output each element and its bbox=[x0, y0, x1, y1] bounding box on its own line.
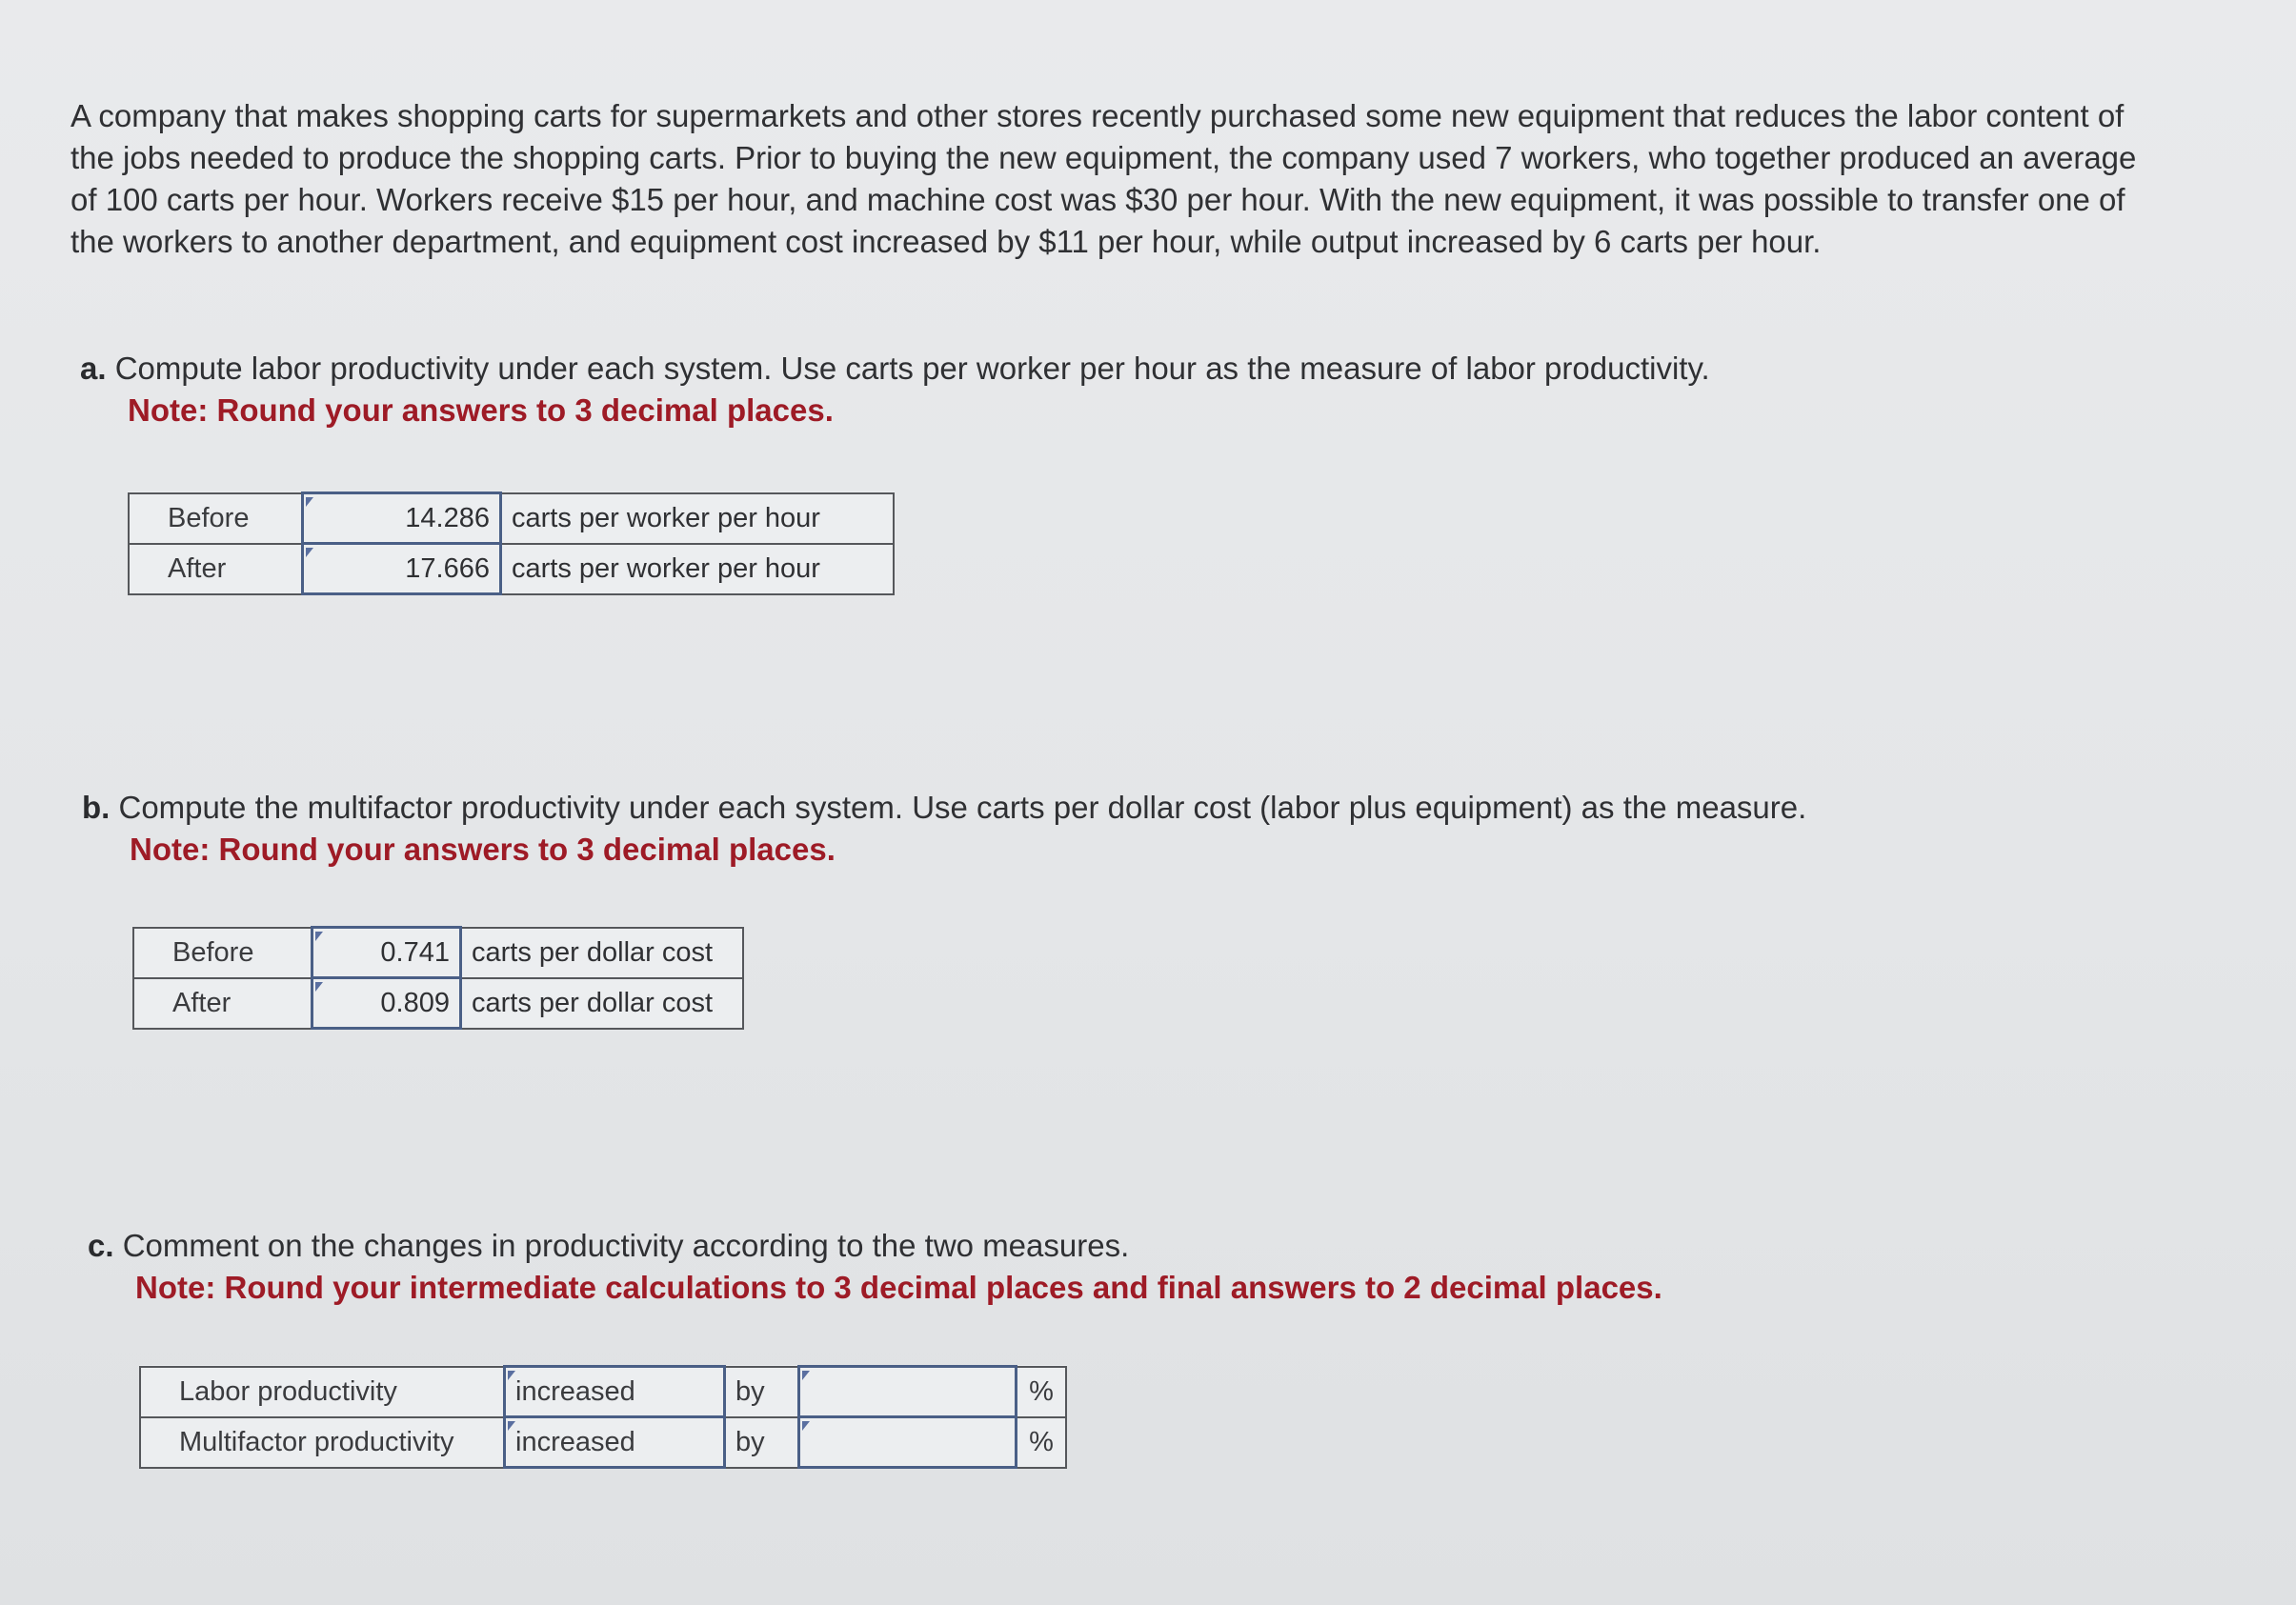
question-b-text: Compute the multifactor productivity under each system. Use carts per dollar cost (labor plus equipment) as the measure. bbox=[118, 790, 1807, 825]
answer-table-b bbox=[132, 926, 744, 1030]
question-c-text: Comment on the changes in productivity according to the two measures. bbox=[122, 1228, 1130, 1263]
row-label-multifactor-productivity: Multifactor productivity bbox=[140, 1417, 505, 1468]
answer-table-c bbox=[139, 1365, 1067, 1469]
table-row bbox=[140, 1367, 1066, 1417]
table-row bbox=[140, 1417, 1066, 1468]
row-label-after: After bbox=[133, 978, 312, 1029]
answer-input-a-after[interactable]: 17.666 bbox=[303, 544, 501, 594]
percent-sign: % bbox=[1017, 1367, 1067, 1417]
percent-input-labor[interactable] bbox=[799, 1367, 1017, 1417]
table-row bbox=[133, 928, 743, 978]
by-label: by bbox=[725, 1417, 799, 1468]
question-a-note: Note: Round your answers to 3 decimal places. bbox=[128, 392, 834, 428]
question-b-note: Note: Round your answers to 3 decimal places. bbox=[130, 832, 836, 867]
question-b bbox=[82, 787, 2178, 871]
problem-statement: A company that makes shopping carts for supermarkets and other stores recently purchased some new equipment that reduces the labor content of the jobs needed to produce the shopping carts. Prior to buying the new equipment, the company used 7 workers, who together produced an average of 100 carts per hour. Workers receive $15 per hour, and machine cost was $30 per hour. With the new equipment, it was possible to transfer one of the workers to another department, and equipment cost increased by $11 per hour, while output increased by 6 carts per hour. bbox=[70, 98, 2137, 259]
percent-input-multifactor[interactable] bbox=[799, 1417, 1017, 1468]
row-label-before: Before bbox=[129, 493, 303, 544]
change-dropdown-labor[interactable]: increased bbox=[505, 1367, 725, 1417]
answer-input-a-before[interactable]: 14.286 bbox=[303, 493, 501, 544]
change-dropdown-multifactor[interactable]: increased bbox=[505, 1417, 725, 1468]
unit-label: carts per dollar cost bbox=[461, 928, 744, 978]
question-b-letter: b. bbox=[82, 790, 111, 825]
percent-sign: % bbox=[1017, 1417, 1067, 1468]
question-c bbox=[88, 1225, 2184, 1309]
row-label-after: After bbox=[129, 544, 303, 594]
unit-label: carts per dollar cost bbox=[461, 978, 744, 1029]
unit-label: carts per worker per hour bbox=[501, 493, 895, 544]
table-row bbox=[129, 544, 894, 594]
table-row bbox=[129, 493, 894, 544]
unit-label: carts per worker per hour bbox=[501, 544, 895, 594]
answer-input-b-before[interactable]: 0.741 bbox=[312, 928, 461, 978]
question-c-note: Note: Round your intermediate calculations to 3 decimal places and final answers to 2 decimal places. bbox=[135, 1270, 1662, 1305]
question-a-letter: a. bbox=[80, 351, 107, 386]
question-a bbox=[80, 348, 2176, 431]
question-a-text: Compute labor productivity under each system. Use carts per worker per hour as the measure of labor productivity. bbox=[114, 351, 1710, 386]
answer-input-b-after[interactable]: 0.809 bbox=[312, 978, 461, 1029]
row-label-before: Before bbox=[133, 928, 312, 978]
by-label: by bbox=[725, 1367, 799, 1417]
table-row bbox=[133, 978, 743, 1029]
question-c-letter: c. bbox=[88, 1228, 114, 1263]
answer-table-a bbox=[128, 492, 895, 595]
row-label-labor-productivity: Labor productivity bbox=[140, 1367, 505, 1417]
